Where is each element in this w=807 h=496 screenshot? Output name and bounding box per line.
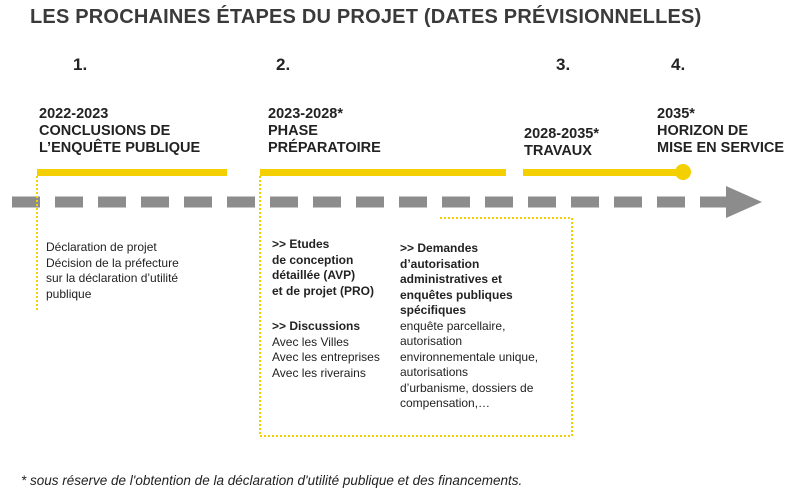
- demands-line: compensation,…: [400, 396, 491, 410]
- step-2-discussions: [272, 319, 400, 381]
- demands-heading-line: enquêtes publiques: [400, 287, 513, 302]
- step-2-number: 2.: [276, 55, 291, 74]
- step-1-details-line: publique: [46, 286, 92, 301]
- demands-heading-line: spécifiques: [400, 303, 467, 317]
- studies-heading-line: et de projet (PRO): [272, 283, 375, 298]
- step-1-bar: [37, 169, 227, 176]
- step-4-milestone-dot: [675, 164, 691, 180]
- step-1-details-title: Déclaration de projet: [46, 240, 157, 254]
- demands-heading-line: >> Demandes: [400, 241, 479, 255]
- discussions-heading: >> Discussions: [272, 319, 361, 333]
- demands-line: autorisations: [400, 365, 469, 379]
- step-4-label: 2035* HORIZON DE MISE EN SERVICE: [657, 106, 785, 156]
- step-3-bar: [523, 169, 683, 176]
- studies-heading-line: >> Etudes: [272, 237, 330, 251]
- timeline-arrow-head: [726, 186, 762, 218]
- footnote: * sous réserve de l'obtention de la déclaration d'utilité publique et des financements.: [21, 473, 523, 488]
- step-1-label: 2022-2023 CONCLUSIONS DE L’ENQUÊTE PUBLIQUE: [39, 106, 201, 156]
- demands-line: autorisation: [400, 334, 463, 348]
- step-2-demands: [400, 241, 565, 412]
- step-1-details: [46, 240, 236, 302]
- step-1-details-line: Décision de la préfecture: [46, 255, 179, 270]
- step-2-bar: [260, 169, 506, 176]
- step-1-details-line: sur la déclaration d’utilité: [46, 271, 179, 285]
- demands-line: d’urbanisme, dossiers de: [400, 380, 534, 395]
- demands-line: enquête parcellaire,: [400, 318, 506, 333]
- studies-heading-line: détaillée (AVP): [272, 268, 356, 282]
- discussions-line: Avec les Villes: [272, 334, 349, 349]
- step-4-number: 4.: [671, 55, 686, 74]
- discussions-line: Avec les riverains: [272, 365, 366, 380]
- page-title: LES PROCHAINES ÉTAPES DU PROJET (DATES PRÉVISIONNELLES): [30, 6, 702, 28]
- demands-line: environnementale unique,: [400, 349, 539, 364]
- step-2-studies: [272, 237, 397, 299]
- demands-heading-line: administratives et: [400, 272, 503, 286]
- step-1-number: 1.: [73, 55, 88, 74]
- step-2-label: 2023-2028* PHASE PRÉPARATOIRE: [268, 106, 381, 156]
- studies-heading-line: de conception: [272, 252, 354, 267]
- discussions-line: Avec les entreprises: [272, 350, 380, 364]
- step-3-number: 3.: [556, 55, 571, 74]
- step-3-label: 2028-2035* TRAVAUX: [524, 126, 599, 159]
- demands-heading-line: d’autorisation: [400, 256, 480, 271]
